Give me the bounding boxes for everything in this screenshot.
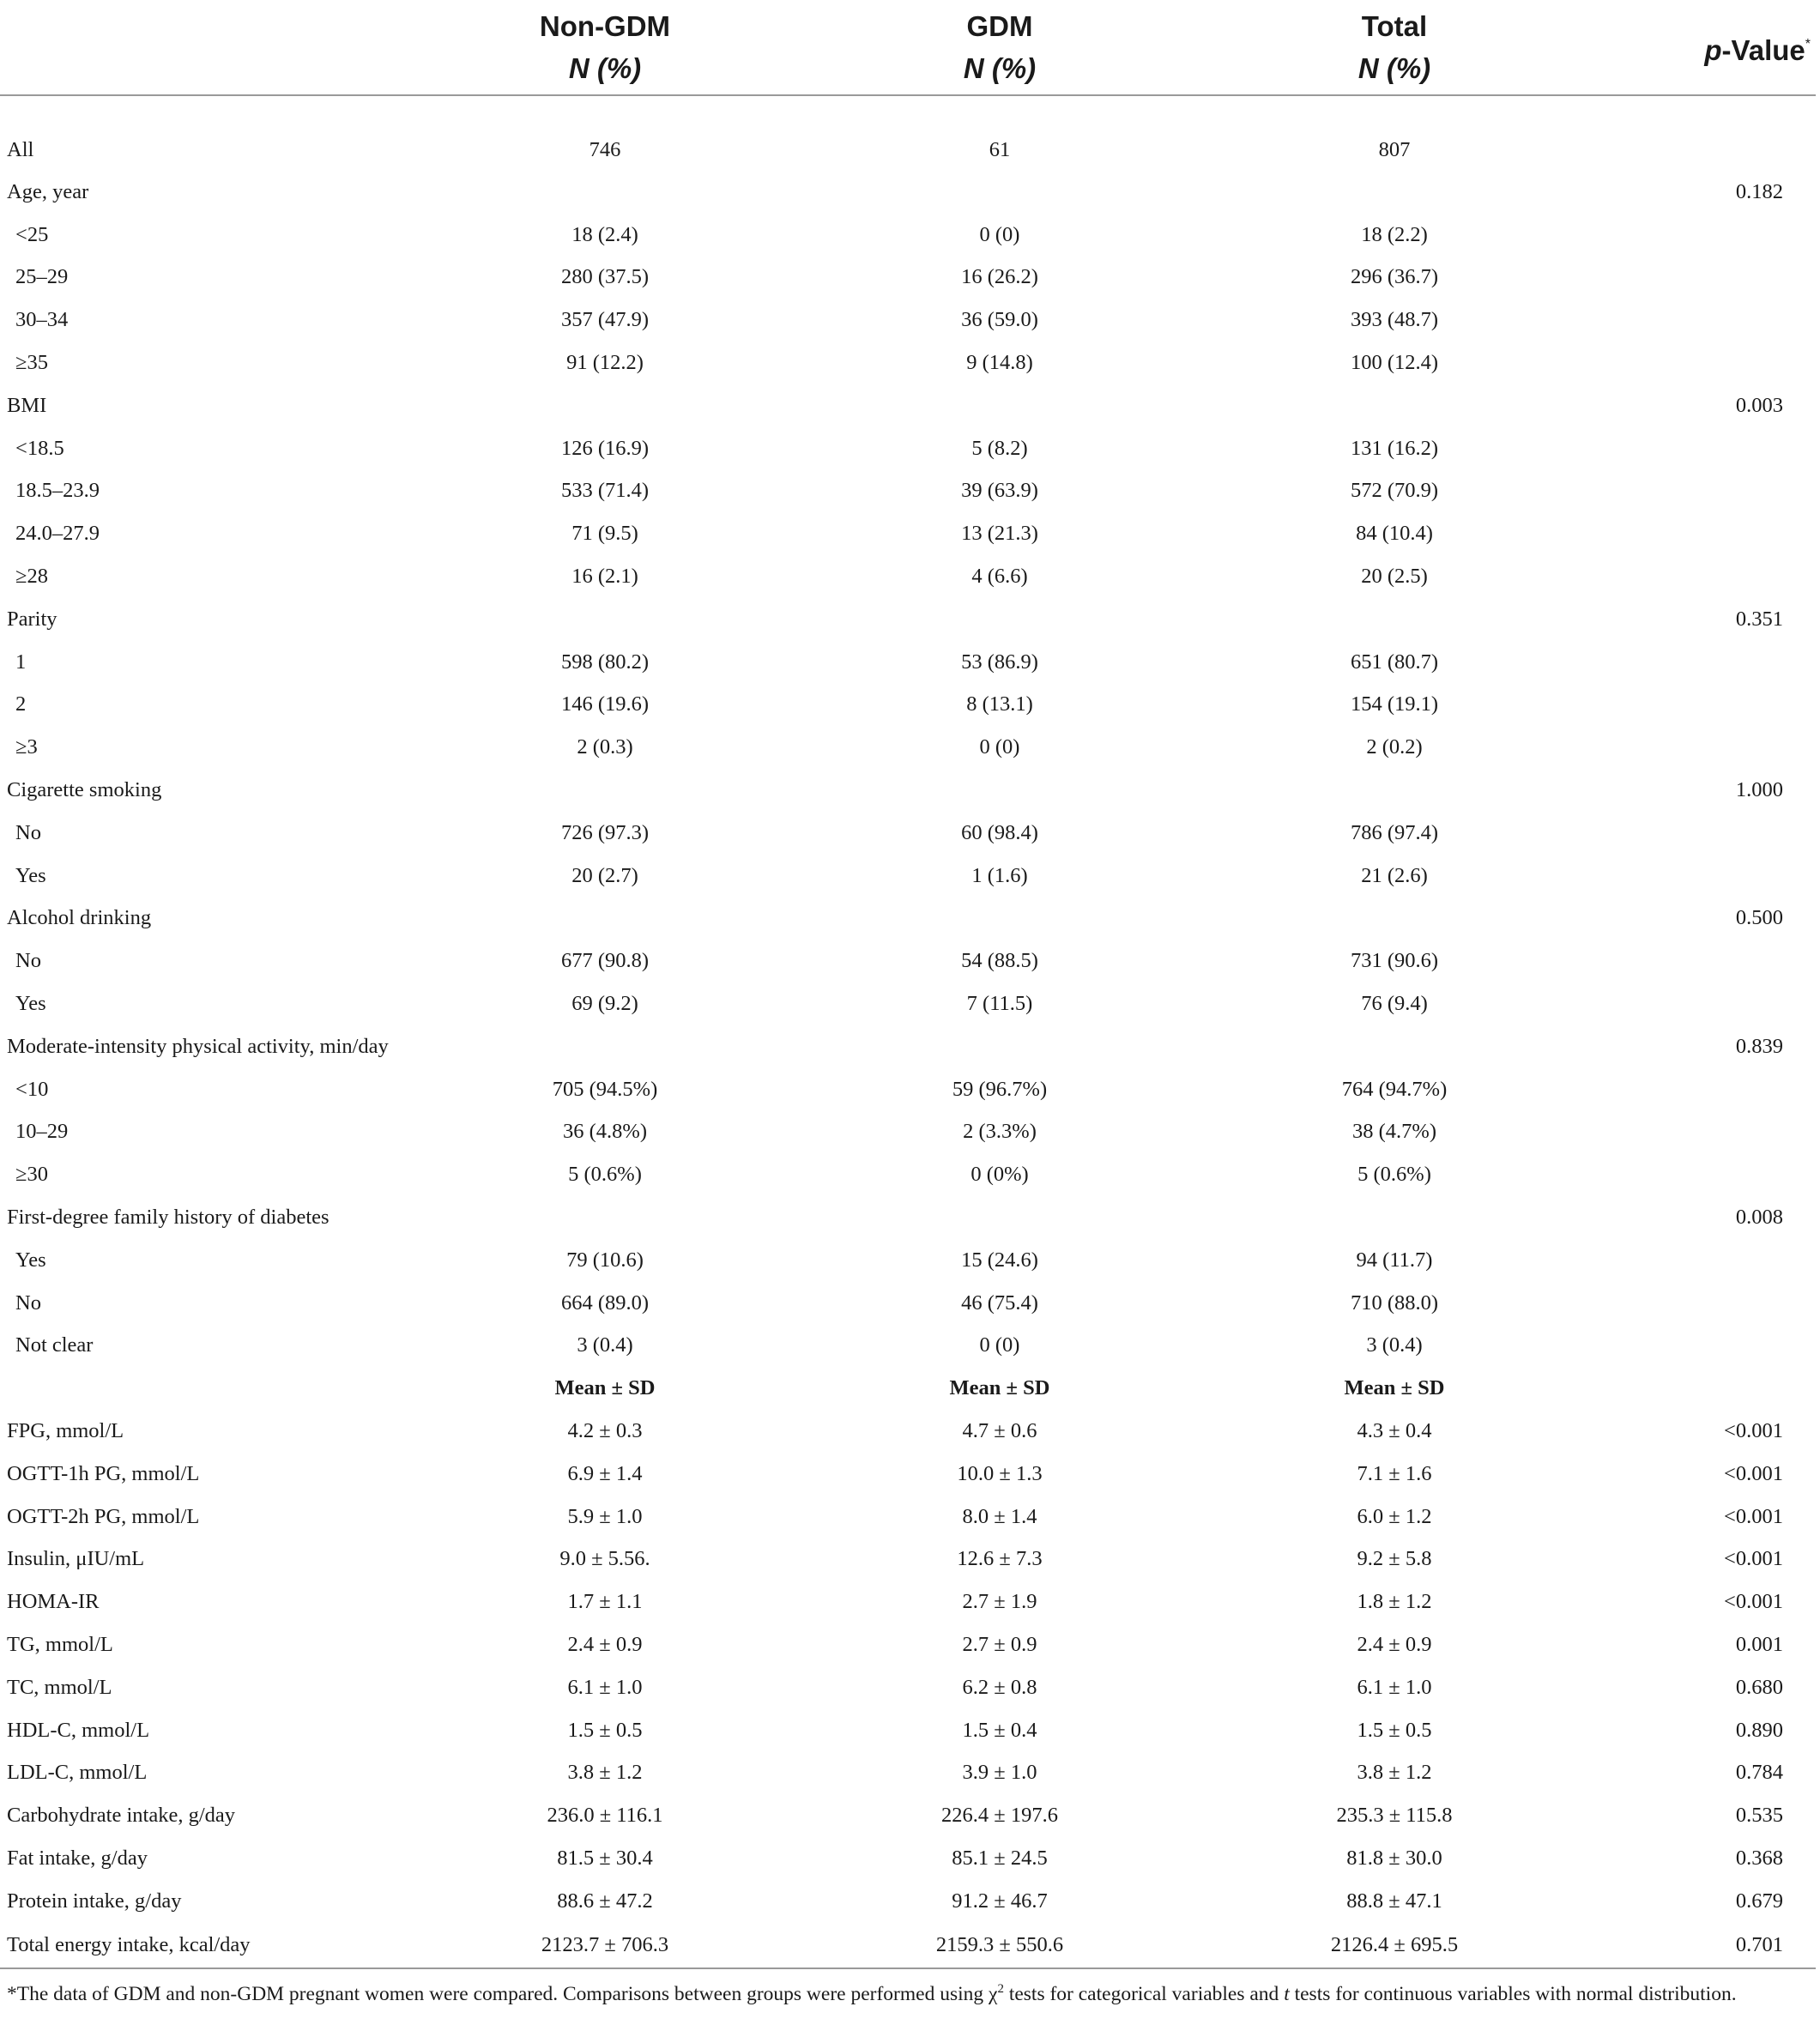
- cell-p-value: [1562, 512, 1816, 555]
- cell-gdm: [772, 1196, 1227, 1239]
- table-body: [0, 95, 1816, 1968]
- row-label: 25–29: [15, 265, 69, 289]
- cell-total: [1227, 171, 1562, 214]
- cell-p-value: 0.535: [1735, 1804, 1783, 1828]
- cell-total: [1227, 1025, 1562, 1068]
- cell-p-value: 0.351: [1735, 607, 1783, 631]
- cell-total: 81.8 ± 30.0: [1346, 1846, 1442, 1870]
- row-label: OGTT-1h PG, mmol/L: [7, 1461, 200, 1485]
- cell-p-value: [1562, 1325, 1816, 1368]
- cell-total: 7.1 ± 1.6: [1357, 1461, 1432, 1485]
- cell-p-value: [1562, 1367, 1816, 1410]
- table-row: [0, 684, 1816, 727]
- cell-p-value: 0.001: [1735, 1632, 1783, 1656]
- cell-gdm: 8 (13.1): [966, 692, 1033, 716]
- table-row: [0, 769, 1816, 812]
- table-row: [0, 1410, 1816, 1453]
- cell-total: [1227, 769, 1562, 812]
- cell-non-gdm: 20 (2.7): [571, 863, 638, 887]
- cell-non-gdm: 2 (0.3): [577, 735, 633, 759]
- cell-non-gdm: [438, 1025, 772, 1068]
- table-row: [0, 384, 1816, 427]
- cell-gdm: 9 (14.8): [966, 351, 1033, 375]
- cell-non-gdm: [438, 598, 772, 641]
- cell-gdm: 3.9 ± 1.0: [962, 1761, 1037, 1785]
- cell-total: 296 (36.7): [1350, 265, 1439, 289]
- table-row: [0, 855, 1816, 898]
- cell-non-gdm: 726 (97.3): [560, 820, 650, 844]
- cell-total: 710 (88.0): [1350, 1291, 1439, 1315]
- cell-p-value: [1562, 1239, 1816, 1282]
- cell-gdm: 4.7 ± 0.6: [962, 1419, 1037, 1442]
- row-label: 30–34: [15, 308, 69, 332]
- cell-total: 2.4 ± 0.9: [1357, 1632, 1432, 1656]
- cell-gdm: [772, 598, 1227, 641]
- cell-p-value: 0.182: [1735, 179, 1783, 203]
- row-label: 18.5–23.9: [15, 479, 100, 503]
- cell-total: 651 (80.7): [1350, 650, 1439, 674]
- cell-gdm: 60 (98.4): [961, 820, 1038, 844]
- cell-gdm: 6.2 ± 0.8: [962, 1675, 1037, 1699]
- cell-p-value: [1562, 982, 1816, 1025]
- cell-total: 154 (19.1): [1350, 692, 1439, 716]
- cell-non-gdm: 146 (19.6): [560, 692, 650, 716]
- cell-p-value: [1562, 641, 1816, 684]
- row-label: HOMA-IR: [7, 1590, 100, 1614]
- header-label-column: [0, 0, 438, 95]
- cell-p-value: [1562, 684, 1816, 727]
- cell-non-gdm: 598 (80.2): [560, 650, 650, 674]
- table-row: [0, 1196, 1816, 1239]
- cell-gdm: 10.0 ± 1.3: [957, 1461, 1043, 1485]
- cell-non-gdm: 5.9 ± 1.0: [567, 1504, 643, 1528]
- cell-gdm: 2 (3.3%): [963, 1120, 1037, 1144]
- cell-gdm: 4 (6.6): [971, 565, 1028, 589]
- row-label: No: [15, 1291, 41, 1315]
- table-footnote: [7, 1975, 1812, 2008]
- row-label: Total energy intake, kcal/day: [0, 1923, 438, 1968]
- cell-non-gdm: 2123.7 ± 706.3: [438, 1923, 772, 1968]
- cell-total: 20 (2.5): [1361, 565, 1428, 589]
- row-label: Age, year: [7, 179, 89, 203]
- cell-gdm: [772, 898, 1227, 940]
- cell-gdm: 2.7 ± 1.9: [962, 1590, 1037, 1614]
- table-row: [0, 1367, 1816, 1410]
- cell-total: 88.8 ± 47.1: [1346, 1889, 1442, 1913]
- cell-p-value: 0.008: [1735, 1206, 1783, 1230]
- cell-gdm: Mean ± SD: [949, 1376, 1050, 1400]
- row-label: Yes: [15, 992, 46, 1016]
- cell-gdm: 0 (0): [979, 735, 1020, 759]
- table-row: [0, 898, 1816, 940]
- footnote-text-c: tests for continuous variables with normal distribution.: [1289, 1982, 1737, 2005]
- cell-total: 9.2 ± 5.8: [1357, 1547, 1432, 1571]
- cell-p-value: 0.701: [1562, 1923, 1816, 1968]
- table-row: [0, 342, 1816, 384]
- header-p-value: [1562, 0, 1816, 95]
- cell-non-gdm: 18 (2.4): [571, 222, 638, 246]
- cell-p-value: <0.001: [1724, 1547, 1783, 1571]
- table-row: [0, 1453, 1816, 1496]
- table-row: [0, 171, 1816, 214]
- cell-non-gdm: 79 (10.6): [566, 1248, 644, 1272]
- header-total: [1227, 0, 1562, 95]
- cell-gdm: 85.1 ± 24.5: [952, 1846, 1048, 1870]
- cell-total: 131 (16.2): [1350, 436, 1439, 460]
- cell-p-value: [1562, 257, 1816, 299]
- row-label: Fat intake, g/day: [7, 1846, 148, 1870]
- cell-gdm: 54 (88.5): [961, 949, 1038, 973]
- table-row: [0, 1923, 1816, 1968]
- cell-p-value: 0.003: [1735, 393, 1783, 417]
- cell-p-value: 0.368: [1735, 1846, 1783, 1870]
- row-label: Yes: [15, 1248, 46, 1272]
- cell-total: 2 (0.2): [1366, 735, 1423, 759]
- cell-p-value: [1562, 1153, 1816, 1196]
- cell-p-value: <0.001: [1724, 1419, 1783, 1442]
- cell-non-gdm: 71 (9.5): [571, 522, 638, 546]
- cell-gdm: 36 (59.0): [961, 308, 1038, 332]
- cell-non-gdm: 88.6 ± 47.2: [557, 1889, 653, 1913]
- table-row: [0, 257, 1816, 299]
- table-row: [0, 1666, 1816, 1709]
- cell-non-gdm: 91 (12.2): [566, 351, 644, 375]
- cell-p-value: 0.784: [1735, 1761, 1783, 1785]
- cell-total: Mean ± SD: [1344, 1376, 1445, 1400]
- cell-gdm: 2159.3 ± 550.6: [772, 1923, 1227, 1968]
- cell-p-value: <0.001: [1724, 1461, 1783, 1485]
- cell-p-value: [1562, 726, 1816, 769]
- cell-non-gdm: 4.2 ± 0.3: [567, 1419, 643, 1442]
- cell-total: 572 (70.9): [1350, 479, 1439, 503]
- cell-p-value: 0.679: [1735, 1889, 1783, 1913]
- cell-total: 3.8 ± 1.2: [1357, 1761, 1432, 1785]
- cell-p-value: [1562, 470, 1816, 513]
- cell-non-gdm: [438, 1196, 772, 1239]
- row-label: Insulin, μIU/mL: [7, 1547, 145, 1571]
- table-header: [0, 0, 1816, 95]
- cell-gdm: 2.7 ± 0.9: [962, 1632, 1037, 1656]
- cell-total: 4.3 ± 0.4: [1357, 1419, 1432, 1442]
- cell-p-value: [1562, 427, 1816, 470]
- cell-non-gdm: 69 (9.2): [571, 992, 638, 1016]
- row-label: BMI: [7, 393, 47, 417]
- cell-p-value: 0.839: [1735, 1034, 1783, 1058]
- cell-non-gdm: 6.1 ± 1.0: [567, 1675, 643, 1699]
- cell-p-value: [1562, 299, 1816, 342]
- cell-p-value: 0.890: [1735, 1718, 1783, 1742]
- table-row: [0, 598, 1816, 641]
- header-gdm-name: GDM: [966, 10, 1033, 42]
- row-label: Alcohol drinking: [7, 906, 152, 930]
- row-label: FPG, mmol/L: [7, 1419, 124, 1442]
- row-label: Not clear: [15, 1333, 94, 1357]
- cell-gdm: 59 (96.7%): [952, 1077, 1048, 1101]
- cell-gdm: [772, 171, 1227, 214]
- cell-total: 6.0 ± 1.2: [1357, 1504, 1432, 1528]
- row-label: HDL-C, mmol/L: [7, 1718, 150, 1742]
- cell-total: 3 (0.4): [1366, 1333, 1423, 1357]
- cell-total: 84 (10.4): [1356, 522, 1433, 546]
- cell-gdm: 7 (11.5): [966, 992, 1033, 1016]
- row-label: 24.0–27.9: [15, 522, 100, 546]
- cell-p-value: [1562, 1111, 1816, 1154]
- cell-gdm: 1 (1.6): [971, 863, 1028, 887]
- cell-total: 94 (11.7): [1356, 1248, 1433, 1272]
- cell-total: 6.1 ± 1.0: [1357, 1675, 1432, 1699]
- table-row: [0, 1325, 1816, 1368]
- footnote-mark: *: [7, 1982, 17, 2005]
- cell-non-gdm: 1.7 ± 1.1: [567, 1590, 643, 1614]
- row-label: Carbohydrate intake, g/day: [7, 1804, 236, 1828]
- table-row: [0, 1751, 1816, 1794]
- row-label: 2: [15, 692, 27, 716]
- cell-p-value: [1562, 1068, 1816, 1111]
- row-label: All: [7, 137, 34, 161]
- header-gdm-unit: N (%): [963, 52, 1037, 84]
- table-row: [0, 555, 1816, 598]
- cell-gdm: 12.6 ± 7.3: [957, 1547, 1043, 1571]
- table-row: [0, 1538, 1816, 1581]
- cell-p-value: [1562, 940, 1816, 982]
- row-label: ≥3: [15, 735, 38, 759]
- footnote-superscript: 2: [997, 1982, 1004, 1996]
- table-row: [0, 641, 1816, 684]
- cell-gdm: [772, 769, 1227, 812]
- cell-p-value: [1562, 95, 1816, 171]
- cell-gdm: 1.5 ± 0.4: [962, 1718, 1037, 1742]
- row-label: Moderate-intensity physical activity, min/day: [7, 1034, 389, 1058]
- row-label: Protein intake, g/day: [7, 1889, 182, 1913]
- cell-non-gdm: 533 (71.4): [560, 479, 650, 503]
- header-p-value-mark: *: [1805, 37, 1811, 51]
- cell-non-gdm: 9.0 ± 5.56.: [559, 1547, 650, 1571]
- cell-total: 393 (48.7): [1350, 308, 1439, 332]
- header-non-gdm: [438, 0, 772, 95]
- cell-total: 235.3 ± 115.8: [1336, 1804, 1453, 1828]
- cell-non-gdm: 6.9 ± 1.4: [567, 1461, 643, 1485]
- cell-non-gdm: 3.8 ± 1.2: [567, 1761, 643, 1785]
- header-p-value-prefix: p: [1704, 34, 1722, 66]
- row-label: ≥28: [15, 565, 48, 589]
- cell-p-value: 1.000: [1735, 778, 1783, 802]
- table-row: [0, 1025, 1816, 1068]
- cell-p-value: [1562, 812, 1816, 855]
- table-row: [0, 1496, 1816, 1538]
- cell-gdm: 5 (8.2): [971, 436, 1028, 460]
- table-row: [0, 1068, 1816, 1111]
- cell-p-value: [1562, 1282, 1816, 1325]
- cell-gdm: 8.0 ± 1.4: [962, 1504, 1037, 1528]
- cell-total: 786 (97.4): [1350, 820, 1439, 844]
- row-label: First-degree family history of diabetes: [7, 1206, 330, 1230]
- cell-non-gdm: 236.0 ± 116.1: [547, 1804, 663, 1828]
- row-label: <25: [15, 222, 49, 246]
- cell-p-value: 0.680: [1735, 1675, 1783, 1699]
- table-row: [0, 726, 1816, 769]
- row-label: 1: [15, 650, 27, 674]
- table-row: [0, 95, 1816, 171]
- cell-gdm: 0 (0): [979, 222, 1020, 246]
- cell-non-gdm: 36 (4.8%): [563, 1120, 647, 1144]
- footnote-italic-t: t: [1284, 1982, 1290, 2005]
- table-row: [0, 1623, 1816, 1666]
- cell-p-value: 0.500: [1735, 906, 1783, 930]
- cell-gdm: 53 (86.9): [961, 650, 1038, 674]
- cell-gdm: 61: [989, 137, 1011, 161]
- cell-non-gdm: [438, 384, 772, 427]
- cell-non-gdm: 664 (89.0): [560, 1291, 650, 1315]
- row-label: TC, mmol/L: [7, 1675, 112, 1699]
- table-row: [0, 1153, 1816, 1196]
- cell-p-value: [1562, 342, 1816, 384]
- row-label: <10: [15, 1077, 49, 1101]
- table-row: [0, 812, 1816, 855]
- table-row: [0, 470, 1816, 513]
- cell-total: 100 (12.4): [1350, 351, 1439, 375]
- row-label: No: [15, 820, 41, 844]
- row-label: No: [15, 949, 41, 973]
- table-row: [0, 1581, 1816, 1623]
- row-label: 10–29: [15, 1120, 69, 1144]
- cell-non-gdm: 126 (16.9): [560, 436, 650, 460]
- cell-total: [1227, 898, 1562, 940]
- header-total-name: Total: [1361, 10, 1428, 42]
- cell-gdm: 226.4 ± 197.6: [941, 1804, 1058, 1828]
- cell-non-gdm: 81.5 ± 30.4: [557, 1846, 653, 1870]
- cell-non-gdm: 5 (0.6%): [568, 1163, 642, 1187]
- cell-p-value: [1562, 214, 1816, 257]
- row-label: ≥30: [15, 1163, 48, 1187]
- cell-gdm: 15 (24.6): [961, 1248, 1038, 1272]
- cell-total: 2126.4 ± 695.5: [1227, 1923, 1562, 1968]
- table-row: [0, 1709, 1816, 1752]
- row-label: <18.5: [15, 436, 64, 460]
- row-label: [0, 1367, 438, 1410]
- header-non-gdm-unit: N (%): [568, 52, 642, 84]
- row-label: OGTT-2h PG, mmol/L: [7, 1504, 200, 1528]
- cell-total: 38 (4.7%): [1352, 1120, 1436, 1144]
- cell-total: 76 (9.4): [1361, 992, 1428, 1016]
- cell-gdm: [772, 384, 1227, 427]
- footnote-text-a: The data of GDM and non-GDM pregnant women were compared. Comparisons between groups were performed using χ: [16, 1982, 998, 2005]
- header-non-gdm-name: Non-GDM: [539, 10, 671, 42]
- cell-non-gdm: 3 (0.4): [577, 1333, 633, 1357]
- row-label: Parity: [7, 607, 57, 631]
- cell-non-gdm: [438, 171, 772, 214]
- table-row: [0, 940, 1816, 982]
- cell-non-gdm: 746: [589, 137, 621, 161]
- cell-p-value: <0.001: [1724, 1504, 1783, 1528]
- cell-non-gdm: 357 (47.9): [560, 308, 650, 332]
- cell-gdm: 0 (0%): [970, 1163, 1029, 1187]
- cell-total: [1227, 1196, 1562, 1239]
- cell-p-value: <0.001: [1724, 1590, 1783, 1614]
- cell-gdm: [772, 1025, 1227, 1068]
- table-row: [0, 1111, 1816, 1154]
- table-row: [0, 512, 1816, 555]
- row-label: LDL-C, mmol/L: [7, 1761, 148, 1785]
- table-row: [0, 1794, 1816, 1837]
- cell-p-value: [1562, 855, 1816, 898]
- cell-gdm: 16 (26.2): [961, 265, 1038, 289]
- table-row: [0, 1239, 1816, 1282]
- cell-non-gdm: 2.4 ± 0.9: [567, 1632, 643, 1656]
- table-row: [0, 299, 1816, 342]
- table-row: [0, 214, 1816, 257]
- cell-non-gdm: 16 (2.1): [571, 565, 638, 589]
- header-total-unit: N (%): [1357, 52, 1431, 84]
- cell-gdm: 0 (0): [979, 1333, 1020, 1357]
- cell-non-gdm: 1.5 ± 0.5: [567, 1718, 643, 1742]
- cell-non-gdm: [438, 898, 772, 940]
- cell-total: 18 (2.2): [1361, 222, 1428, 246]
- cell-total: [1227, 384, 1562, 427]
- cell-total: 764 (94.7%): [1341, 1077, 1448, 1101]
- cell-non-gdm: 705 (94.5%): [552, 1077, 658, 1101]
- cell-non-gdm: 677 (90.8): [560, 949, 650, 973]
- table-row: [0, 427, 1816, 470]
- row-label: ≥35: [15, 351, 48, 375]
- header-gdm: [772, 0, 1227, 95]
- cell-non-gdm: 280 (37.5): [560, 265, 650, 289]
- row-label: Cigarette smoking: [7, 778, 162, 802]
- table-row: [0, 1837, 1816, 1880]
- cell-total: 731 (90.6): [1350, 949, 1439, 973]
- cell-total: 1.8 ± 1.2: [1357, 1590, 1432, 1614]
- header-p-value-suffix: -Value: [1721, 34, 1805, 66]
- table-row: [0, 982, 1816, 1025]
- cell-total: 807: [1378, 137, 1411, 161]
- cell-non-gdm: Mean ± SD: [554, 1376, 656, 1400]
- cell-total: 1.5 ± 0.5: [1357, 1718, 1432, 1742]
- cell-total: 5 (0.6%): [1357, 1163, 1431, 1187]
- row-label: Yes: [15, 863, 46, 887]
- cell-total: 21 (2.6): [1361, 863, 1428, 887]
- cell-p-value: [1562, 555, 1816, 598]
- cell-gdm: 46 (75.4): [961, 1291, 1038, 1315]
- cell-non-gdm: [438, 769, 772, 812]
- footnote-text-b: tests for categorical variables and: [1003, 1982, 1285, 2005]
- cell-gdm: 39 (63.9): [961, 479, 1038, 503]
- cell-total: [1227, 598, 1562, 641]
- row-label: TG, mmol/L: [7, 1632, 113, 1656]
- table-row: [0, 1282, 1816, 1325]
- table-row: [0, 1880, 1816, 1923]
- cell-gdm: 91.2 ± 46.7: [952, 1889, 1048, 1913]
- cell-gdm: 13 (21.3): [961, 522, 1038, 546]
